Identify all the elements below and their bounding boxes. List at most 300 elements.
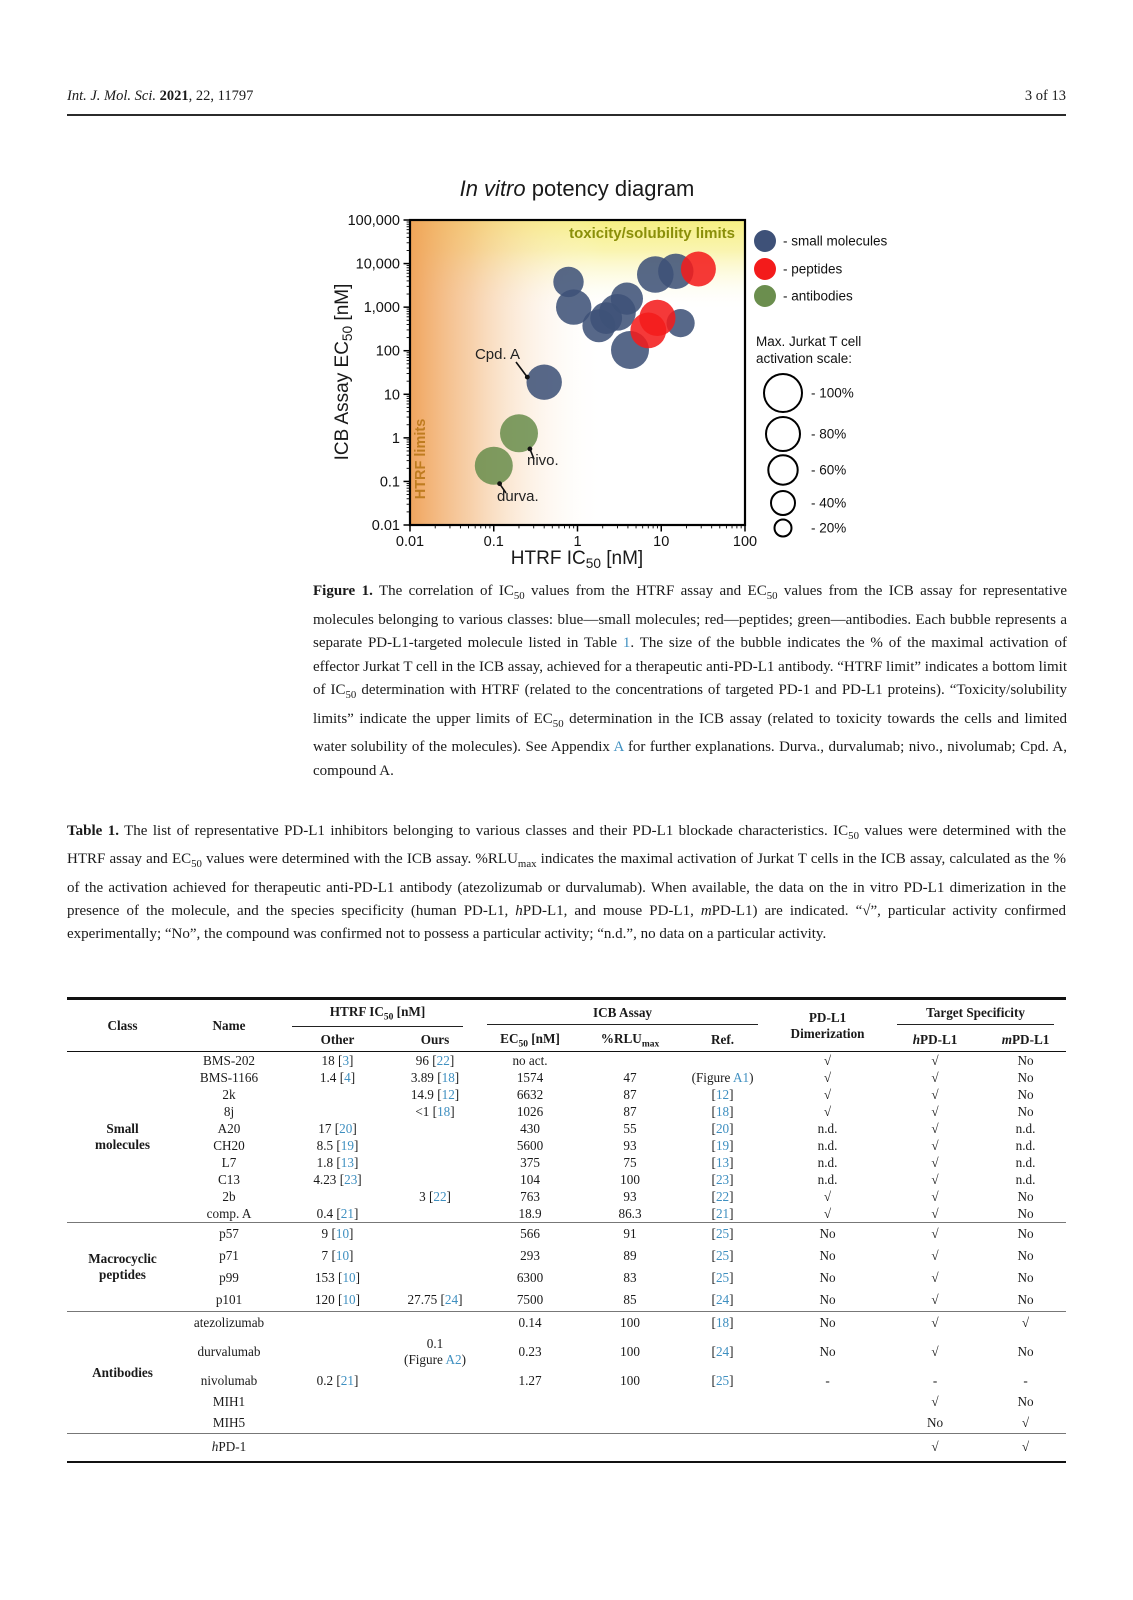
col-header-class: Class [107, 1017, 138, 1033]
molecule-name-cell: MIH5 [212, 1414, 246, 1430]
x-tick-label: 0.1 [483, 534, 504, 550]
table-cell: [13] [711, 1154, 734, 1170]
col-header-ec50: $EC_{50}$ [nM] [500, 1030, 560, 1050]
table-row [67, 1120, 1066, 1137]
table-cell: [22] [711, 1188, 734, 1204]
y-tick-label: 1 [391, 430, 400, 447]
table-cell: n.d. [1015, 1171, 1036, 1187]
table-cell: No [926, 1414, 944, 1430]
y-tick-label: 100,000 [347, 213, 400, 229]
table-cell: 55 [623, 1120, 637, 1136]
molecule-name-cell: p101 [215, 1292, 243, 1308]
table-cell: √ [1021, 1414, 1030, 1430]
ref-link[interactable]: 23 [715, 1171, 730, 1187]
y-tick-label: 0.01 [371, 518, 400, 534]
table-cell: √ [823, 1069, 832, 1085]
ref-link[interactable]: 4 [344, 1069, 351, 1085]
table-cell: 83 [623, 1270, 637, 1286]
ref-link[interactable]: 12 [715, 1086, 730, 1102]
table-cell [770, 1434, 885, 1463]
table-caption-label: Table 1. [67, 823, 119, 839]
molecule-name-cell: MIH1 [212, 1393, 246, 1409]
molecule-name-cell: atezolizumab [178, 1312, 280, 1334]
ref-link[interactable]: 10 [342, 1292, 356, 1308]
table-cell: [18] [675, 1312, 770, 1334]
table-cell: 7500 [516, 1292, 544, 1308]
table-cell: - [825, 1372, 830, 1388]
table-cell: √ [823, 1188, 832, 1204]
bubble-BMS-1166 [611, 283, 643, 315]
table-1 [67, 997, 1066, 1463]
table-cell [675, 1434, 770, 1463]
ref-link[interactable]: 21 [340, 1372, 354, 1388]
table-cell: No [770, 1223, 885, 1246]
ref-link[interactable]: 24 [715, 1292, 730, 1308]
col-header-name: Name [212, 1017, 246, 1033]
table-cell: No [819, 1343, 836, 1359]
table-cell: [21] [711, 1205, 734, 1221]
group-header-htrf: HTRF $IC_{50}$ [nM] [280, 999, 475, 1029]
ref-link[interactable]: 21 [340, 1205, 354, 1221]
table-cell: [20] [711, 1120, 734, 1136]
molecule-name-cell: 2k [222, 1086, 236, 1102]
table-cell: √ [885, 1434, 985, 1463]
y-tick-label: 10,000 [355, 256, 400, 273]
table-cell [395, 1171, 475, 1188]
class-cell: Macrocyclic peptides [67, 1223, 178, 1312]
x-tick-label: 1 [573, 534, 582, 550]
table-cell [395, 1154, 475, 1171]
table-cell: √ [885, 1223, 985, 1246]
journal-name: Int. J. Mol. Sci. [67, 88, 156, 104]
table-cell [280, 1434, 395, 1463]
table-cell [675, 1052, 770, 1070]
size-legend-circle-60 [768, 455, 797, 484]
x-tick-label: 100 [732, 534, 758, 550]
table-row [67, 1223, 1066, 1246]
table-cell: 8.5 [19] [316, 1137, 359, 1153]
table-cell [675, 1391, 770, 1412]
table-cell [675, 1412, 770, 1434]
table-cell: No [985, 1223, 1066, 1246]
table-section [67, 1052, 1066, 1223]
table-cell: 3.89 [18] [410, 1069, 460, 1085]
table-cell: [18] [711, 1103, 734, 1119]
table-section [67, 1434, 1066, 1463]
table-cell: √ [931, 1137, 939, 1153]
molecule-name-cell: A20 [217, 1120, 241, 1136]
table-link[interactable]: 1 [622, 635, 631, 651]
table-cell: 18.9 [518, 1205, 542, 1221]
group-header-target-specificity: Target Specificity [885, 999, 1066, 1029]
ref-link[interactable]: 18 [437, 1103, 451, 1119]
y-axis-label: ICB Assay $EC_{50}$ [nM] [332, 283, 355, 461]
table-row [67, 1312, 1066, 1334]
table-row [67, 1069, 1066, 1086]
table-cell: 100 [620, 1372, 640, 1388]
table-cell: 104 [520, 1171, 540, 1187]
table-cell: No [1017, 1248, 1034, 1264]
ref-link[interactable]: 20 [715, 1120, 730, 1136]
table-cell: 14.9 [12] [410, 1086, 460, 1102]
table-header [67, 999, 1066, 1052]
table-caption-text: The list of representative PD-L1 inhibitors belonging to various classes and their PD-L1 blockade characteristics. $IC_{50}$ values were determined with the HTRF assay and $EC_{50}$ values were determined with the ICB assay. $\%RLU_{max}$ indicates the maximal activation of Jurkat T cells in the ICB assay, calculated as the % of the activation achieved for therapeutic anti-PD-L1 antibody (atezolizumab or durvalumab). When available, the data on the in vitro PD-L1 dimerization in the presence of the molecule, and the species specificity (human PD-L1, hPD-L1, and mouse PD-L1, mPD-L1) are indicated. “√”, particular activity confirmed experimentally; “No”, the compound was confirmed not to possess a particular activity; “n.d.”, no data on a particular activity. [67, 823, 1066, 943]
table-cell: 430 [520, 1120, 540, 1136]
annotation-dot [525, 375, 530, 380]
bubble-durva. [475, 447, 513, 485]
table-cell [395, 1120, 475, 1137]
table-cell: 96 [22] [415, 1052, 455, 1068]
molecule-name-cell: C13 [218, 1171, 240, 1187]
journal-volume-article: , 22, 11797 [188, 88, 254, 104]
table-row [67, 1333, 1066, 1370]
table-cell: √ [823, 1086, 832, 1102]
table-cell: <1 [18] [415, 1103, 455, 1119]
annotation-durva: durva. [497, 488, 539, 505]
size-legend-heading-1: Max. Jurkat T cell [756, 334, 862, 349]
table-cell: 120 [10] [314, 1292, 361, 1308]
table-cell: √ [931, 1171, 939, 1187]
table-row [67, 1137, 1066, 1154]
table-cell [280, 1391, 395, 1412]
table-cell: √ [823, 1103, 832, 1119]
table-cell: 86.3 [618, 1205, 642, 1221]
table-cell: √ [823, 1052, 832, 1068]
figure-1 [330, 172, 890, 572]
table-cell: 0.1 (Figure A2) [404, 1335, 466, 1367]
table-cell: 763 [520, 1188, 540, 1204]
table-cell: 1.8 [13] [316, 1154, 359, 1170]
table-cell: No [819, 1292, 836, 1308]
table-cell: [23] [711, 1171, 734, 1187]
table-cell [395, 1391, 475, 1412]
molecule-name-cell: BMS-202 [202, 1052, 256, 1068]
class-cell: Small molecules [95, 1121, 150, 1153]
journal-year: 2021 [159, 88, 189, 104]
table-cell: No [819, 1248, 836, 1264]
table-cell [395, 1137, 475, 1154]
table-cell: 153 [10] [314, 1270, 361, 1286]
table-cell: No [770, 1312, 885, 1334]
table-cell: √ [931, 1292, 939, 1308]
table-cell [395, 1370, 475, 1391]
table-row [67, 1289, 1066, 1312]
bubble-nivo. [500, 414, 538, 452]
table-cell: [24] [711, 1343, 734, 1359]
size-legend-label-80: - 80% [811, 426, 847, 442]
table-cell [395, 1434, 475, 1463]
table-cell [475, 1434, 585, 1463]
table-cell: 100 [585, 1312, 675, 1334]
molecule-name-cell: p71 [219, 1248, 239, 1264]
table-cell: √ [823, 1205, 832, 1221]
table-cell: √ [931, 1120, 939, 1136]
table-row [67, 1154, 1066, 1171]
col-header-dimerization: PD-L1 Dimerization [790, 1009, 865, 1041]
figure-caption [313, 580, 1067, 783]
table-section [67, 1223, 1066, 1312]
table-cell: 4.23 [23] [313, 1171, 362, 1187]
table-cell: 0.23 [518, 1343, 542, 1359]
table-cell [395, 1223, 475, 1246]
table-cell: √ [931, 1154, 939, 1170]
table-cell: n.d. [1015, 1154, 1036, 1170]
size-legend-circle-40 [771, 491, 795, 515]
table-cell: - [1023, 1372, 1028, 1388]
table-cell [280, 1103, 395, 1120]
table-cell: No [1017, 1069, 1034, 1085]
ref-link[interactable]: 12 [441, 1086, 455, 1102]
ref-link[interactable]: 21 [715, 1205, 730, 1221]
legend-dot-antibodies [754, 285, 776, 307]
col-header-ours: Ours [420, 1031, 450, 1047]
annotation-nivo: nivo. [527, 452, 559, 469]
table-cell: No [1017, 1292, 1034, 1308]
table-cell: [25] [675, 1223, 770, 1246]
ref-link[interactable]: 19 [715, 1137, 730, 1153]
bubble-p101 [681, 252, 716, 287]
ref-link[interactable]: 19 [340, 1137, 354, 1153]
y-tick-label: 0.1 [379, 474, 400, 491]
molecule-name-cell: p57 [178, 1223, 280, 1246]
chart-legend [754, 230, 888, 537]
table-row [67, 1188, 1066, 1205]
table-cell: 47 [623, 1069, 637, 1085]
table-cell [280, 1188, 395, 1205]
table-cell: √ [931, 1069, 939, 1085]
x-axis-label: HTRF $IC_{50}$ [nM] [510, 548, 644, 571]
table-cell [770, 1391, 885, 1412]
size-legend-label-20: - 20% [811, 520, 847, 536]
ref-link[interactable]: 23 [344, 1171, 358, 1187]
table-row [67, 1205, 1066, 1223]
table-caption [67, 820, 1066, 946]
bubble-p57 [639, 300, 675, 336]
ref-link[interactable]: 20 [339, 1120, 353, 1136]
table-row [67, 1086, 1066, 1103]
col-header-mpdl1: mPD-L1 [1001, 1031, 1050, 1047]
table-cell: √ [931, 1343, 939, 1359]
table-cell: (Figure A1) [691, 1069, 754, 1085]
table-cell [395, 1205, 475, 1223]
table-cell: No [1017, 1188, 1034, 1204]
ref-link[interactable]: 18 [715, 1103, 730, 1119]
y-tick-label: 100 [375, 343, 400, 360]
table-cell: 0.14 [475, 1312, 585, 1334]
table-row [67, 1370, 1066, 1391]
molecule-name-cell: CH20 [213, 1137, 245, 1153]
table-cell [475, 1391, 585, 1412]
table-cell [770, 1412, 885, 1434]
table-row [67, 1171, 1066, 1188]
table-cell: √ [885, 1312, 985, 1334]
chart-title: In vitro potency diagram [459, 176, 695, 201]
ref-link[interactable]: 10 [335, 1226, 350, 1242]
table-cell: 7 [10] [321, 1248, 354, 1264]
table-cell: 293 [520, 1248, 540, 1264]
ref-link[interactable]: 22 [433, 1188, 447, 1204]
table-cell: 1574 [516, 1069, 544, 1085]
y-tick-label: 10 [383, 387, 400, 404]
table-cell [475, 1412, 585, 1434]
figure-link[interactable]: A1 [732, 1069, 750, 1085]
table-row [67, 1052, 1066, 1070]
table-cell: 1.4 [4] [319, 1069, 356, 1085]
table-cell: 75 [623, 1154, 637, 1170]
table-cell: n.d. [1015, 1137, 1036, 1153]
group-header-icb: ICB Assay [475, 999, 770, 1029]
table-cell: √ [985, 1312, 1066, 1334]
table-cell [585, 1412, 675, 1434]
size-legend-heading-2: activation scale: [756, 351, 853, 366]
ref-link[interactable]: 25 [715, 1270, 730, 1286]
table-cell: 18 [3] [321, 1052, 354, 1068]
header-rule [67, 114, 1066, 116]
annotation-CpdA: Cpd. A [474, 346, 520, 363]
appendix-link[interactable]: A [613, 739, 624, 755]
table-cell: √ [931, 1270, 939, 1286]
table-row [67, 1412, 1066, 1434]
table-cell: No [1017, 1270, 1034, 1286]
table-cell: 3 [22] [419, 1188, 451, 1204]
size-legend-label-60: - 60% [811, 462, 847, 478]
class-cell [67, 1434, 178, 1463]
table-cell: 87 [623, 1086, 637, 1102]
table-cell: 375 [520, 1154, 540, 1170]
bubble-Cpd. A [527, 365, 562, 400]
ref-link[interactable]: 13 [715, 1154, 730, 1170]
ref-link[interactable]: 25 [715, 1372, 730, 1388]
table-cell: √ [931, 1052, 939, 1068]
size-legend-label-40: - 40% [811, 495, 847, 511]
legend-label-peptides: - peptides [783, 261, 843, 277]
table-cell: 9 [10] [280, 1223, 395, 1246]
class-cell: Antibodies [67, 1312, 178, 1434]
table-cell: [24] [711, 1292, 734, 1308]
table-cell [280, 1412, 395, 1434]
table-cell [395, 1267, 475, 1289]
bubble-small-molecules [553, 267, 583, 297]
potency-chart [330, 172, 890, 572]
table-cell: 566 [475, 1223, 585, 1246]
table-cell: No [1017, 1086, 1034, 1102]
journal-citation [67, 88, 253, 105]
table-cell [280, 1312, 395, 1334]
molecule-name-cell: comp. A [206, 1205, 252, 1221]
table-cell: 27.75 [24] [407, 1292, 463, 1308]
table-cell: √ [931, 1086, 939, 1102]
table-cell [395, 1245, 475, 1267]
table-cell: [25] [711, 1372, 734, 1388]
molecule-name-cell: durvalumab [197, 1343, 261, 1359]
table-cell [585, 1391, 675, 1412]
table-cell: n.d. [817, 1120, 838, 1136]
annotation-dot [528, 447, 533, 452]
col-header-other: Other [320, 1031, 355, 1047]
table-cell: no act. [512, 1052, 548, 1068]
table-cell: n.d. [817, 1154, 838, 1170]
ref-link[interactable]: 10 [335, 1248, 350, 1264]
table-row [67, 1267, 1066, 1289]
table-cell: 6632 [516, 1086, 544, 1102]
ref-link[interactable]: 22 [436, 1052, 450, 1068]
ref-link[interactable]: 25 [715, 1226, 730, 1242]
size-legend-label-100: - 100% [811, 385, 854, 401]
table-cell: 91 [585, 1223, 675, 1246]
size-legend-circle-20 [775, 520, 792, 537]
table-section [67, 1312, 1066, 1434]
table-cell [280, 1333, 395, 1370]
size-legend-circle-100 [764, 374, 802, 412]
ref-link[interactable]: 10 [342, 1270, 356, 1286]
ref-link[interactable]: 22 [715, 1188, 730, 1204]
table-cell: 17 [20] [318, 1120, 357, 1136]
table-cell [395, 1412, 475, 1434]
molecule-name-cell: 2b [222, 1188, 236, 1204]
ref-link[interactable]: 24 [715, 1343, 730, 1359]
table-cell [395, 1312, 475, 1334]
table-cell: No [1017, 1205, 1034, 1221]
ref-link[interactable]: 25 [715, 1248, 730, 1264]
table-cell: No [1017, 1103, 1034, 1119]
table-cell: 100 [620, 1343, 640, 1359]
x-tick-label: 0.01 [395, 534, 425, 550]
table-cell: [12] [711, 1086, 734, 1102]
legend-label-antibodies: - antibodies [783, 288, 853, 304]
table-cell: √ [931, 1393, 939, 1409]
table-cell: 85 [623, 1292, 637, 1308]
table-cell: n.d. [817, 1171, 838, 1187]
table-cell: - [932, 1372, 938, 1388]
table-cell: 5600 [516, 1137, 544, 1153]
table-cell: 100 [620, 1171, 640, 1187]
table-cell: 89 [623, 1248, 637, 1264]
ref-link[interactable]: 18 [441, 1069, 455, 1085]
size-legend-circle-80 [766, 417, 800, 451]
figure-link[interactable]: A2 [445, 1351, 462, 1367]
col-header-hpdl1: hPD-L1 [912, 1031, 958, 1047]
ref-link[interactable]: 18 [715, 1314, 730, 1330]
table-cell: n.d. [817, 1137, 838, 1153]
ref-link[interactable]: 24 [444, 1292, 459, 1308]
figure-caption-label: Figure 1. [313, 583, 373, 599]
figure-caption-text: The correlation of $IC_{50}$ values from the HTRF assay and $EC_{50}$ values from the ICB assay for representative molecules belonging to various classes: blue—small molecules; red—peptides; green—antibodies. Each bubble represents a separate PD-L1-targeted molecule listed in Table 1. The size of the bubble indicates the % of the maximal activation of effector Jurkat T cell in the ICB assay, achieved for a therapeutic anti-PD-L1 antibody. “HTRF limit” indicates a bottom limit of $IC_{50}$ determination with HTRF (related to the concentrations of targeted PD-1 and PD-L1 proteins). “Toxicity/solubility limits” indicate the upper limits of $EC_{50}$ determination in the ICB assay (related to toxicity towards the cells and limited water solubility of the molecules). See Appendix A for further explanations. Durva., durvalumab; nivo., nivolumab; Cpd. A, compound A. [313, 583, 1068, 779]
page-number: 3 of 13 [1024, 88, 1066, 104]
molecule-name-cell: L7 [221, 1154, 237, 1170]
table-cell: √ [931, 1248, 939, 1264]
table-cell: 87 [623, 1103, 637, 1119]
htrf-limits-label: HTRF limits [413, 418, 429, 500]
table-row [67, 1391, 1066, 1412]
table-row [67, 1103, 1066, 1120]
toxicity-solubility-limits-label: toxicity/solubility limits [569, 225, 735, 242]
molecule-name-cell: nivolumab [200, 1372, 258, 1388]
table-cell [280, 1086, 395, 1103]
col-header-rlumax: $\%RLU_{max}$ [600, 1030, 660, 1050]
ref-link[interactable]: 13 [340, 1154, 354, 1170]
legend-label-small-molecules: - small molecules [783, 233, 888, 249]
table-cell: [25] [711, 1248, 734, 1264]
table-cell: 93 [623, 1188, 637, 1204]
table-cell [585, 1434, 675, 1463]
table-cell: 1.27 [518, 1372, 542, 1388]
table-cell: √ [931, 1205, 939, 1221]
table-cell: No [1017, 1052, 1034, 1068]
ref-link[interactable]: 3 [342, 1052, 350, 1068]
molecule-name-cell: hPD-1 [178, 1434, 280, 1463]
molecule-name-cell: p99 [219, 1270, 239, 1286]
table-cell: 0.4 [21] [316, 1205, 359, 1221]
